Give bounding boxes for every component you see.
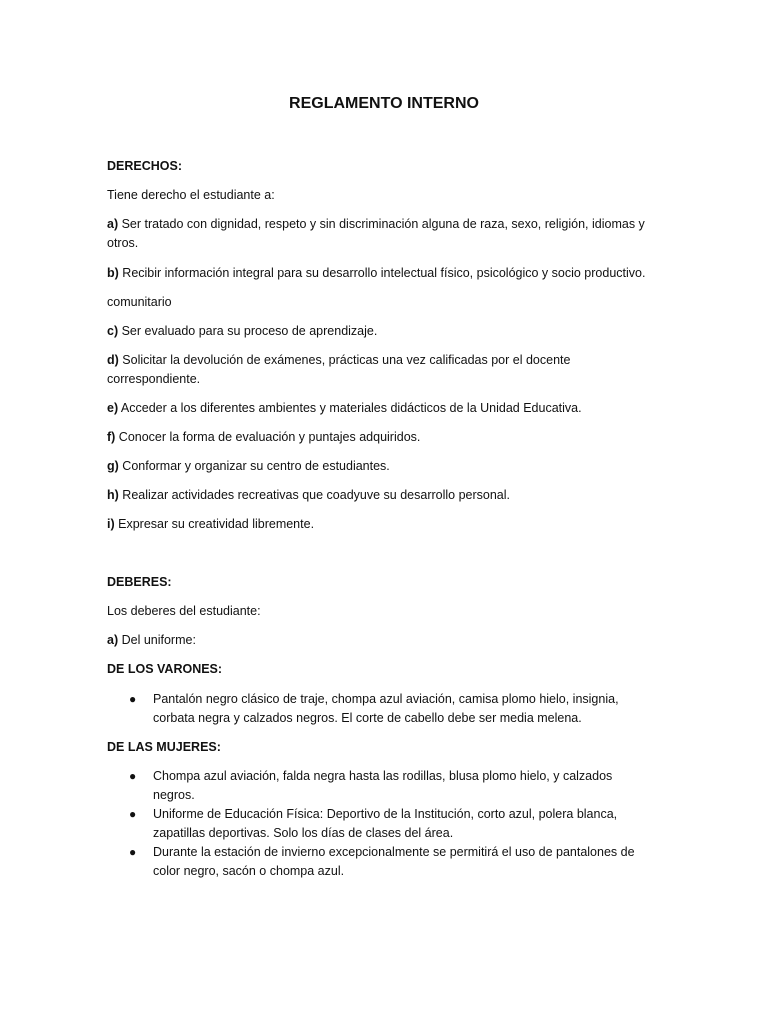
item-label: f) [107,430,116,444]
item-label: e) [107,401,119,415]
mujeres-list [107,767,647,881]
derecho-item-b [107,264,667,283]
bullet-text-cont: zapatillas deportivas. Solo los días de clases del área. [153,826,454,840]
item-label: a) [107,633,119,647]
item-label: a) [107,217,119,231]
varones-list [107,690,647,728]
derecho-item-d [107,351,667,389]
item-label: b) [107,266,119,280]
item-label: g) [107,459,119,473]
item-label: d) [107,353,119,367]
bullet-text: Pantalón negro clásico de traje, chompa azul aviación, camisa plomo hielo, insignia, [153,692,619,706]
derecho-item-e [107,399,667,418]
list-item [107,805,647,843]
bullet-icon: ● [129,807,137,821]
item-text-cont: correspondiente. [107,372,201,386]
bullet-text-cont: corbata negra y calzados negros. El corte de cabello debe ser media melena. [153,711,582,725]
derecho-item-b-cont: comunitario [107,295,172,309]
item-text: Realizar actividades recreativas que coadyuve su desarrollo personal. [118,488,510,502]
item-text: Ser evaluado para su proceso de aprendizaje. [118,324,378,338]
bullet-text: Durante la estación de invierno excepcionalmente se permitirá el uso de pantalones de [153,845,635,859]
item-label: c) [107,324,119,338]
derecho-item-a [107,215,667,253]
bullet-text: Chompa azul aviación, falda negra hasta las rodillas, blusa plomo hielo, y calzados negros. [153,769,613,802]
derecho-item-f [107,428,667,447]
item-text: Conformar y organizar su centro de estudiantes. [118,459,390,473]
item-text: Del uniforme: [118,633,196,647]
derecho-item-h [107,486,667,505]
uniform-heading [107,631,667,650]
derecho-item-g [107,457,667,476]
item-text: Ser tratado con dignidad, respeto y sin discriminación alguna de raza, sexo, religión, idiomas y [118,217,645,231]
item-text: Solicitar la devolución de exámenes, prácticas una vez calificadas por el docente [118,353,571,367]
derechos-intro: Tiene derecho el estudiante a: [107,188,275,202]
bullet-icon: ● [129,692,137,706]
deberes-heading: DEBERES: [107,575,172,589]
list-item [107,690,647,728]
list-item [107,767,647,805]
derecho-item-i [107,515,667,534]
item-label: i) [107,517,115,531]
derechos-heading: DERECHOS: [107,159,183,173]
bullet-icon: ● [129,769,137,783]
deberes-intro: Los deberes del estudiante: [107,604,261,618]
mujeres-heading: DE LAS MUJERES: [107,740,221,754]
item-text-cont: otros. [107,236,139,250]
item-text: Expresar su creatividad libremente. [114,517,315,531]
bullet-text-cont: color negro, sacón o chompa azul. [153,864,345,878]
item-text: Acceder a los diferentes ambientes y materiales didácticos de la Unidad Educativa. [118,401,582,415]
list-item [107,843,647,881]
document-title: REGLAMENTO INTERNO [289,95,479,112]
bullet-icon: ● [129,845,137,859]
varones-heading: DE LOS VARONES: [107,662,223,676]
item-label: h) [107,488,119,502]
item-text: Recibir información integral para su desarrollo intelectual físico, psicológico y socio productivo. [118,266,646,280]
item-text: Conocer la forma de evaluación y puntajes adquiridos. [115,430,421,444]
bullet-text: Uniforme de Educación Física: Deportivo de la Institución, corto azul, polera blanca, [153,807,618,821]
derecho-item-c [107,322,667,341]
